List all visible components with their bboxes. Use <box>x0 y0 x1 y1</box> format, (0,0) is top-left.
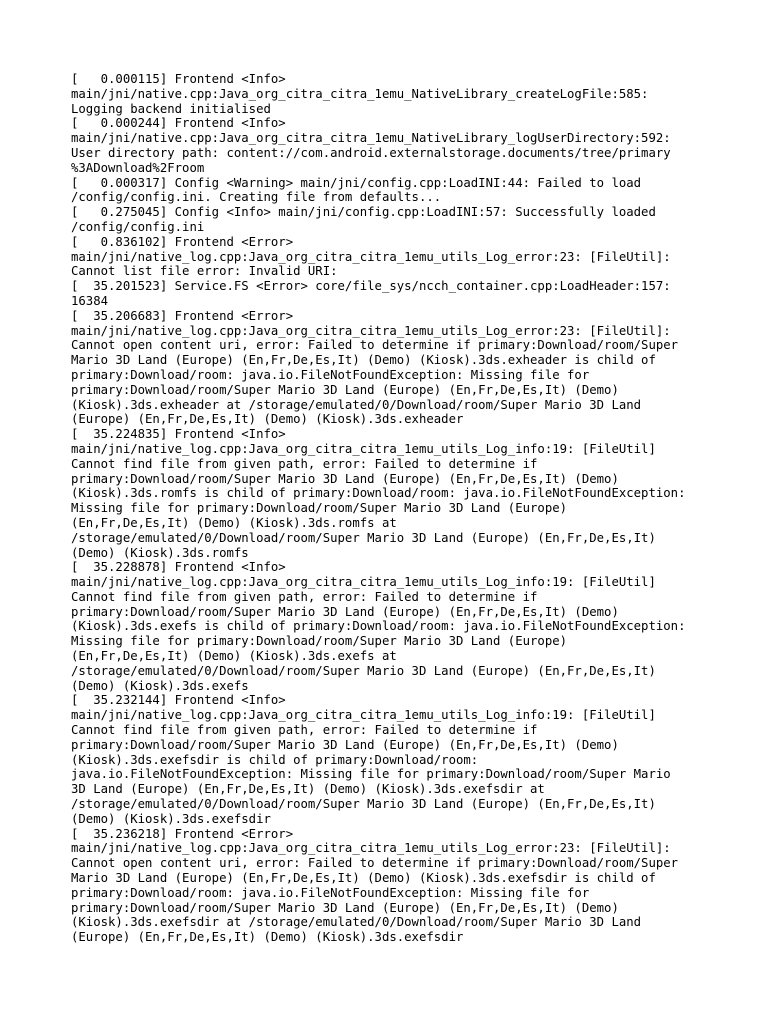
log-line: /storage/emulated/0/Download/room/Super Mario 3D Land (Europe) (En,Fr,De,Es,It) <box>71 530 656 545</box>
log-line: [ 35.232144] Frontend <Info> <box>71 693 286 708</box>
log-line: (Demo) (Kiosk).3ds.romfs <box>71 545 249 560</box>
log-line: /config/config.ini <box>71 219 205 234</box>
log-line: [ 0.000317] Config <Warning> main/jni/config.cpp:LoadINI:44: Failed to load <box>71 175 642 190</box>
log-text <box>71 72 761 945</box>
log-line: main/jni/native_log.cpp:Java_org_citra_citra_1emu_utils_Log_info:19: [FileUtil] <box>71 708 656 723</box>
log-line: [ 0.000244] Frontend <Info> <box>71 116 286 131</box>
log-line: (Europe) (En,Fr,De,Es,It) (Demo) (Kiosk).3ds.exheader <box>71 412 464 427</box>
log-line: primary:Download/room/Super Mario 3D Land (Europe) (En,Fr,De,Es,It) (Demo) <box>71 737 619 752</box>
log-line: (En,Fr,De,Es,It) (Demo) (Kiosk).3ds.romfs at <box>71 515 397 530</box>
log-line: main/jni/native.cpp:Java_org_citra_citra_1emu_NativeLibrary_logUserDirectory:592: <box>71 131 671 146</box>
log-line: primary:Download/room/Super Mario 3D Land (Europe) (En,Fr,De,Es,It) (Demo) <box>71 900 619 915</box>
log-line: main/jni/native_log.cpp:Java_org_citra_citra_1emu_utils_Log_error:23: [FileUtil]: <box>71 249 671 264</box>
log-line: Mario 3D Land (Europe) (En,Fr,De,Es,It) (Demo) (Kiosk).3ds.exheader is child of <box>71 353 656 368</box>
log-line: main/jni/native_log.cpp:Java_org_citra_citra_1emu_utils_Log_error:23: [FileUtil]: <box>71 323 671 338</box>
log-line: Cannot find file from given path, error: Failed to determine if <box>71 723 538 738</box>
log-line: [ 0.275045] Config <Info> main/jni/config.cpp:LoadINI:57: Successfully loaded <box>71 205 656 220</box>
log-line: main/jni/native_log.cpp:Java_org_citra_citra_1emu_utils_Log_error:23: [FileUtil]: <box>71 841 671 856</box>
log-line: 16384 <box>71 293 109 308</box>
log-line: java.io.FileNotFoundException: Missing file for primary:Download/room/Super Mario <box>71 767 671 782</box>
log-line: Mario 3D Land (Europe) (En,Fr,De,Es,It) (Demo) (Kiosk).3ds.exefsdir is child of <box>71 871 656 886</box>
log-line: Missing file for primary:Download/room/Super Mario 3D Land (Europe) <box>71 501 568 516</box>
log-line: (Kiosk).3ds.exefsdir is child of primary:Download/room: <box>71 752 479 767</box>
log-line: [ 35.224835] Frontend <Info> <box>71 427 286 442</box>
log-line: (Kiosk).3ds.romfs is child of primary:Download/room: java.io.FileNotFoundException: <box>71 486 686 501</box>
log-line: primary:Download/room/Super Mario 3D Land (Europe) (En,Fr,De,Es,It) (Demo) <box>71 471 619 486</box>
log-line: Logging backend initialised <box>71 101 271 116</box>
log-line: (Kiosk).3ds.exheader at /storage/emulated/0/Download/room/Super Mario 3D Land <box>71 397 642 412</box>
log-line: Cannot find file from given path, error: Failed to determine if <box>71 589 538 604</box>
log-line: Cannot find file from given path, error: Failed to determine if <box>71 456 538 471</box>
log-line: 3D Land (Europe) (En,Fr,De,Es,It) (Demo) (Kiosk).3ds.exefsdir at <box>71 782 545 797</box>
log-line: %3ADownload%2Froom <box>71 160 205 175</box>
log-line: (Europe) (En,Fr,De,Es,It) (Demo) (Kiosk).3ds.exefsdir <box>71 930 464 945</box>
log-line: primary:Download/room: java.io.FileNotFoundException: Missing file for <box>71 367 590 382</box>
log-line: (En,Fr,De,Es,It) (Demo) (Kiosk).3ds.exefs at <box>71 649 397 664</box>
log-line: primary:Download/room: java.io.FileNotFoundException: Missing file for <box>71 885 590 900</box>
log-line: (Demo) (Kiosk).3ds.exefs <box>71 678 249 693</box>
log-line: Cannot open content uri, error: Failed to determine if primary:Download/room/Super <box>71 856 679 871</box>
log-line: [ 35.236218] Frontend <Error> <box>71 826 294 841</box>
log-line: (Kiosk).3ds.exefsdir at /storage/emulated/0/Download/room/Super Mario 3D Land <box>71 915 642 930</box>
log-line: (Demo) (Kiosk).3ds.exefsdir <box>71 811 271 826</box>
log-line: [ 0.836102] Frontend <Error> <box>71 234 294 249</box>
log-line: main/jni/native.cpp:Java_org_citra_citra_1emu_NativeLibrary_createLogFile:585: <box>71 86 649 101</box>
log-line: [ 35.206683] Frontend <Error> <box>71 308 294 323</box>
log-line: main/jni/native_log.cpp:Java_org_citra_citra_1emu_utils_Log_info:19: [FileUtil] <box>71 575 656 590</box>
log-line: [ 35.228878] Frontend <Info> <box>71 560 286 575</box>
log-line: /config/config.ini. Creating file from defaults... <box>71 190 442 205</box>
log-line: Cannot open content uri, error: Failed to determine if primary:Download/room/Super <box>71 338 679 353</box>
log-line: [ 35.201523] Service.FS <Error> core/file_sys/ncch_container.cpp:LoadHeader:157: <box>71 279 671 294</box>
log-line: main/jni/native_log.cpp:Java_org_citra_citra_1emu_utils_Log_info:19: [FileUtil] <box>71 441 656 456</box>
log-line: /storage/emulated/0/Download/room/Super Mario 3D Land (Europe) (En,Fr,De,Es,It) <box>71 797 656 812</box>
log-line: /storage/emulated/0/Download/room/Super Mario 3D Land (Europe) (En,Fr,De,Es,It) <box>71 663 656 678</box>
log-line: (Kiosk).3ds.exefs is child of primary:Download/room: java.io.FileNotFoundException: <box>71 619 686 634</box>
log-line: primary:Download/room/Super Mario 3D Land (Europe) (En,Fr,De,Es,It) (Demo) <box>71 382 619 397</box>
log-line: User directory path: content://com.android.externalstorage.documents/tree/primary <box>71 145 671 160</box>
log-line: [ 0.000115] Frontend <Info> <box>71 72 286 86</box>
log-line: Cannot list file error: Invalid URI: <box>71 264 338 279</box>
log-line: Missing file for primary:Download/room/Super Mario 3D Land (Europe) <box>71 634 568 649</box>
log-line: primary:Download/room/Super Mario 3D Land (Europe) (En,Fr,De,Es,It) (Demo) <box>71 604 619 619</box>
